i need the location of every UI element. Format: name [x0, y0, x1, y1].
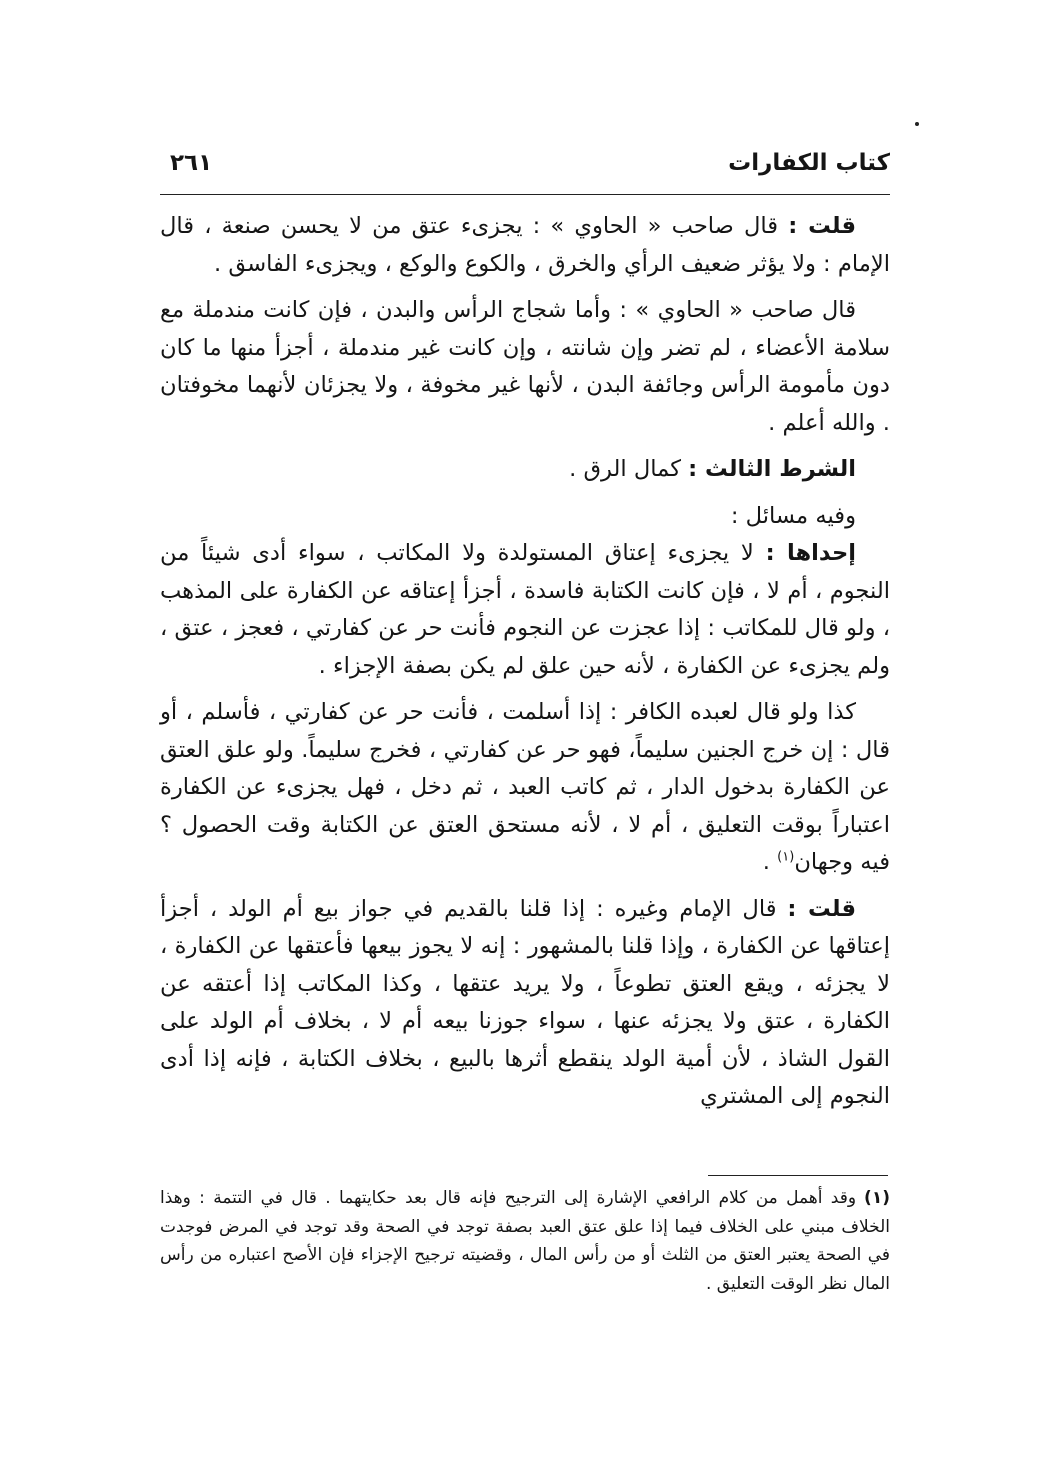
paragraph-text: كمال الرق .: [569, 456, 689, 482]
footnote-rule: [708, 1175, 888, 1176]
paragraph-3: [160, 451, 890, 489]
paragraph-lead: قلت :: [788, 213, 857, 239]
paragraph-5: [160, 535, 890, 685]
paragraph-4: [160, 498, 890, 536]
paragraph-1: [160, 208, 890, 283]
paragraph-text: لا يجزىء إعتاق المستولدة ولا المكاتب ، سواء أدى شيئاً من النجوم ، أم لا ، فإن كانت الكتابة فاسدة ، أجزأ إعتاقه عن الكفارة على المذهب ، ولو قال للمكاتب : إذا عجزت عن النجوم فأنت حر عن كفارتي ، فعجز ، عتق ، ولم يجزىء عن الكفارة ، لأنه حين علق لم يكن بصفة الإجزاء .: [160, 540, 890, 679]
scan-speck: [915, 122, 919, 126]
page-number: ٢٦١: [170, 150, 213, 176]
book-title: كتاب الكفارات: [728, 150, 890, 176]
paragraph-text: كذا ولو قال لعبده الكافر : إذا أسلمت ، فأنت حر عن كفارتي ، فأسلم ، أو قال : إن خرج الجنين سليماً، فهو حر عن كفارتي ، فخرج سليماً. ولو علق العتق عن الكفارة بدخول الدار ، ثم كاتب العبد ، ثم دخل ، فهل يجزىء عن الكفارة اعتباراً بوقت التعليق ، أم لا ، لأنه مستحق العتق عن الكتابة وقت الحصول ؟ فيه وجهان: [160, 699, 890, 875]
header-rule: [160, 194, 890, 195]
section-heading: الشرط الثالث :: [688, 456, 856, 482]
footnote: [160, 1184, 890, 1298]
paragraph-text: قال صاحب « الحاوي » : يجزىء عتق من لا يحسن صنعة ، قال الإمام : ولا يؤثر ضعيف الرأي والخرق ، والكوع والوكع ، ويجزىء الفاسق .: [160, 213, 890, 277]
paragraph-text: قال الإمام وغيره : إذا قلنا بالقديم في جواز بيع أم الولد ، أجزأ إعتاقها عن الكفارة ، وإذا قلنا بالمشهور : إنه لا يجوز بيعها فأعتقها عن الكفارة ، لا يجزئه ، ويقع العتق تطوعاً ، ولا يريد عتقها ، وكذا المكاتب إذا أعتقه عن الكفارة ، عتق ولا يجزئه عنها ، سواء جوزنا بيعه أم لا ، بخلاف أم الولد على القول الشاذ ، لأن أمية الولد ينقطع أثرها بالبيع ، بخلاف الكتابة ، فإنه إذا أدى النجوم إلى المشتري: [160, 895, 890, 1109]
footnote-marker: (١): [864, 1188, 890, 1208]
paragraph-text-end: .: [762, 849, 778, 875]
paragraph-lead: إحداها :: [765, 540, 856, 566]
paragraph-6: [160, 694, 890, 882]
running-header: [170, 140, 890, 186]
paragraph-text: قال صاحب « الحاوي » : وأما شجاج الرأس والبدن ، فإن كانت مندملة مع سلامة الأعضاء ، لم تضر وإن شانته ، وإن كانت غير مندملة ، أجزأ منها ما كان دون مأمومة الرأس وجائفة البدن ، لأنها غير مخوفة ، ولا يجزئان لأنهما مخوفتان . والله أعلم .: [160, 297, 890, 436]
footnote-reference: (١): [777, 849, 795, 865]
footnote-text: وقد أهمل من كلام الرافعي الإشارة إلى الترجيح فإنه قال بعد حكايتهما . قال في التتمة : وهذا الخلاف مبني على الخلاف فيما إذا علق عتق العبد بصفة توجد في الصحة وقد توجد في المرض فوجدت في الصحة يعتبر العتق من الثلث أو من رأس المال ، وقضيته ترجيح الإجزاء فإن الأصح اعتباره من رأس المال نظر الوقت التعليق .: [160, 1188, 890, 1294]
paragraph-2: [160, 292, 890, 442]
paragraph-lead: قلت :: [787, 895, 856, 922]
main-text: [160, 208, 890, 1116]
paragraph-7: [160, 891, 890, 1116]
paragraph-text: وفيه مسائل :: [730, 502, 856, 529]
